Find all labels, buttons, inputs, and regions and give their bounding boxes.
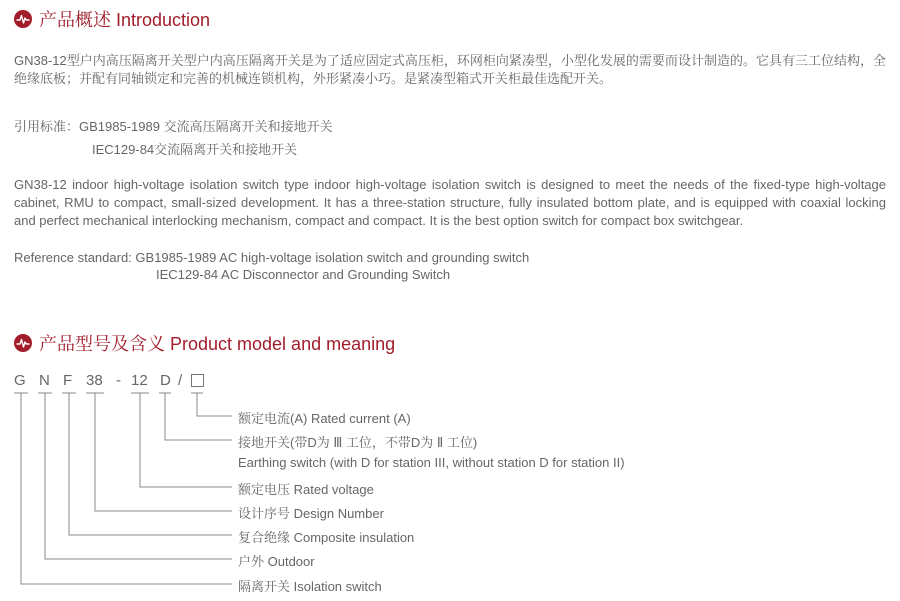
intro-cn-paragraph: GN38-12型户内高压隔离开关型户内高压隔离开关是为了适应固定式高压柜，环网柜向紧凑型，小型化发展的需要而设计制造的。它具有三工位结构，全绝缘底板；并配有同轴锁定和完善的机械连锁机构，外形紧凑小巧。是紧凑型箱式开关柜最佳选配开关。	[14, 53, 886, 86]
intro-en-paragraph: GN38-12 indoor high-voltage isolation switch type indoor high-voltage isolation switch is designed to meet the needs of the fixed-type high-voltage cabinet, RMU to compact, small-sized development. It has a three-station structure, fully insulated bottom plate, and is equipped with coaxial locking and perfect mechanical interlocking mechanism, compact and compact. It is the best option switch for compact box switchgear.	[14, 177, 886, 228]
model-title: 产品型号及含义 Product model and meaning	[39, 334, 396, 354]
code-part-g: G	[14, 372, 26, 389]
code-part-n: N	[39, 372, 50, 389]
connector-isolation-switch	[21, 393, 232, 584]
code-part-f: F	[63, 372, 73, 389]
en-reference-line-1: Reference standard: GB1985-1989 AC high-voltage isolation switch and grounding switch	[14, 250, 530, 265]
cn-reference-line-1: 引用标准：GB1985-1989 交流高压隔离开关和接地开关	[14, 119, 333, 134]
legend-outdoor: 户外 Outdoor	[238, 554, 315, 569]
legend-rated-current: 额定电流(A) Rated current (A)	[238, 411, 411, 426]
intro-title: 产品概述 Introduction	[39, 10, 211, 30]
legend-earthing-switch-cn: 接地开关(带D为 Ⅲ 工位，不带D为 Ⅱ 工位)	[238, 435, 478, 450]
code-part-slash: /	[178, 372, 183, 389]
code-part-d: D	[160, 372, 171, 389]
connector-composite-insulation	[69, 393, 232, 535]
code-part-12: 12	[131, 372, 148, 389]
connector-outdoor	[45, 393, 232, 559]
cn-reference-line-2: IEC129-84交流隔离开关和接地开关	[92, 142, 298, 157]
legend-isolation-switch: 隔离开关 Isolation switch	[238, 579, 382, 594]
connector-rated-current	[197, 393, 232, 416]
en-reference-line-2: IEC129-84 AC Disconnector and Grounding Switch	[156, 267, 451, 282]
legend-composite-insulation: 复合绝缘 Composite insulation	[238, 530, 415, 545]
legend-earthing-switch-en: Earthing switch (with D for station III, without station D for station II)	[238, 455, 625, 470]
code-part-38: 38	[86, 372, 103, 389]
legend-design-number: 设计序号 Design Number	[238, 506, 384, 521]
code-part-dash: -	[116, 372, 121, 389]
legend-rated-voltage: 额定电压 Rated voltage	[238, 482, 374, 497]
connector-design-number	[95, 393, 232, 511]
